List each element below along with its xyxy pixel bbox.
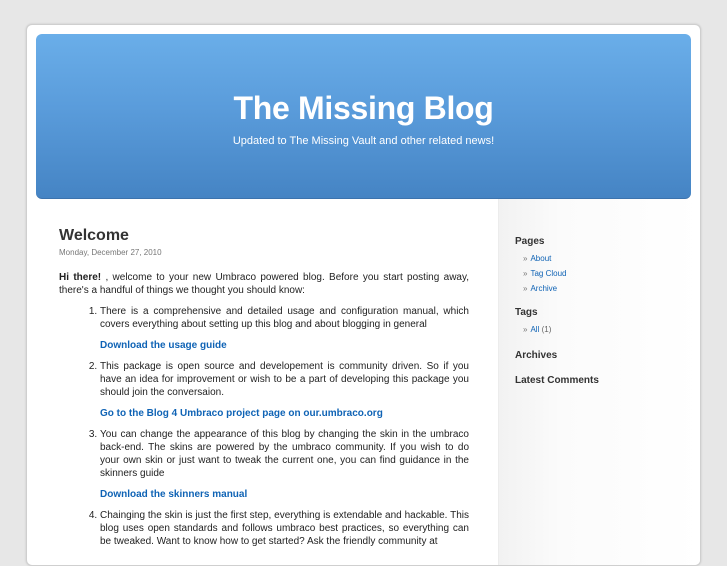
step-text: 2. This package is open source and developement is community driven. So if you have an idea for improvement or wish to be a part of developing this package you should join the conversaion.: [100, 361, 469, 398]
sidebar-pages: [499, 199, 701, 296]
project-page-link[interactable]: Go to the Blog 4 Umbraco project page on our.umbraco.org: [100, 408, 383, 419]
list-item: [100, 305, 469, 352]
latest-comments-heading: Latest Comments: [515, 375, 599, 386]
about-link[interactable]: About: [530, 254, 552, 263]
tags-heading: Tags: [515, 307, 538, 318]
sidebar: [498, 199, 701, 566]
site-header: [36, 34, 691, 199]
sidebar-archives: [499, 337, 701, 362]
post-title[interactable]: Welcome: [59, 227, 129, 244]
pages-heading: Pages: [515, 236, 545, 247]
main-content: [59, 226, 469, 556]
page-container: [26, 24, 701, 566]
sidebar-tags: [499, 296, 701, 337]
intro-text: , welcome to your new Umbraco powered blog. Before you start posting away, there's a handful of things we thought you should know:: [59, 272, 470, 296]
tags-list: [515, 322, 701, 337]
steps-list: [59, 305, 469, 548]
site-title[interactable]: The Missing Blog: [233, 90, 494, 126]
archives-heading: Archives: [515, 350, 558, 361]
tag-cloud-link[interactable]: Tag Cloud: [530, 269, 567, 278]
intro-greeting: Hi there!: [59, 272, 102, 283]
post-intro: [59, 271, 469, 297]
list-item: [100, 428, 469, 501]
list-item: [100, 509, 469, 548]
sidebar-item-tag-cloud: [523, 266, 701, 281]
download-skinners-manual-link[interactable]: Download the skinners manual: [100, 489, 248, 500]
step-text: 4. Chainging the skin is just the first step, everything is extendable and hackable. This blog uses open standards and follows umbraco best practices, so everything can be tweaked. Want to know how to get started? Ask the friendly community at: [100, 510, 469, 547]
step-text: 3. You can change the appearance of this blog by changing the skin in the umbraco back-end. The skins are powered by the umbraco community. If you wish to do your own skin or just want to tweak the current one, you can find guidance in the skinners guide: [100, 429, 469, 479]
post-date: Monday, December 27, 2010: [59, 248, 162, 257]
download-usage-guide-link[interactable]: Download the usage guide: [100, 340, 227, 351]
list-item: [100, 360, 469, 420]
step-text: 1. There is a comprehensive and detailed usage and configuration manual, which covers everything about setting up this blog and about blogging in general: [100, 306, 469, 330]
sidebar-item-all-tags: [523, 322, 701, 337]
all-tags-link[interactable]: All: [530, 325, 540, 334]
sidebar-item-about: [523, 251, 701, 266]
sidebar-item-archive: [523, 281, 701, 296]
pages-list: [515, 251, 701, 296]
tag-count: (1): [541, 325, 552, 334]
archive-link[interactable]: Archive: [530, 284, 558, 293]
sidebar-latest-comments: [499, 362, 701, 387]
site-subtitle: Updated to The Missing Vault and other related news!: [232, 135, 495, 147]
